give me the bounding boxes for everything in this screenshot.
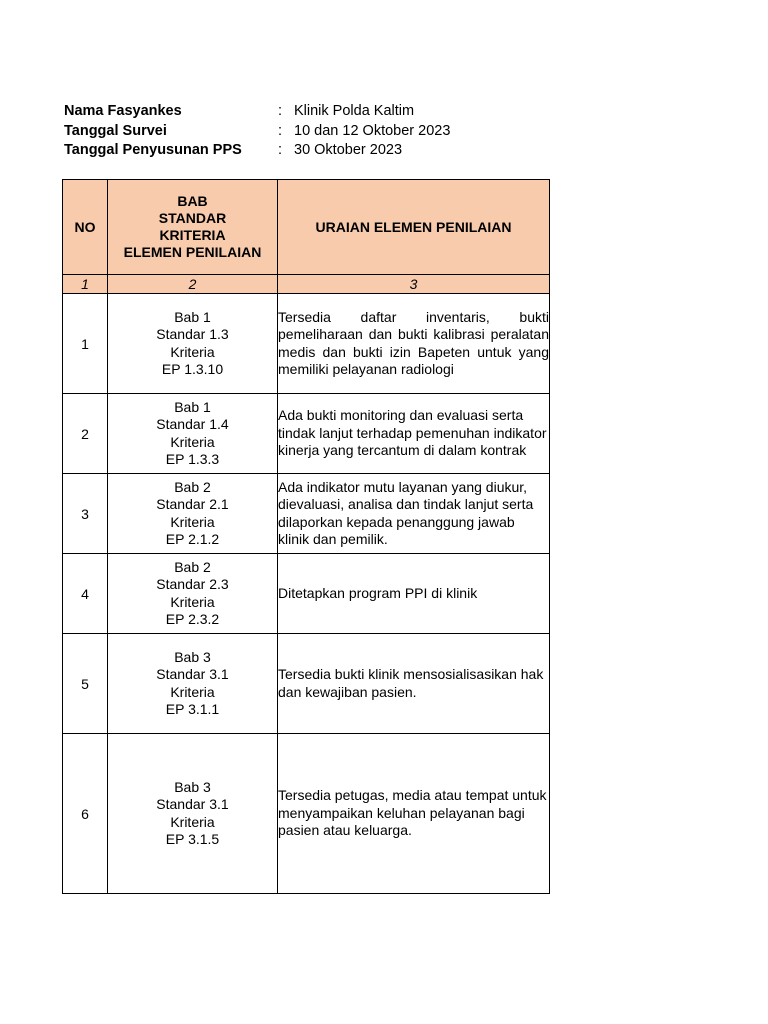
assessment-table [62,179,550,894]
pps-date-row [64,141,450,161]
row-bab-cell [108,294,278,394]
pps-date-value: 30 Oktober 2023 [294,142,403,158]
row-standar: Standar 1.3 [156,326,229,342]
table-header-row [63,180,550,275]
header-bab [108,180,278,275]
row-standar: Standar 2.3 [156,576,229,592]
survey-date-row [64,122,450,142]
row-standar: Standar 2.1 [156,496,229,512]
table-row [63,734,550,894]
row-description: Ditetapkan program PPI di klinik [278,554,550,634]
row-number: 2 [63,394,108,474]
row-bab-cell [108,474,278,554]
column-index-row [63,275,550,294]
row-bab: Bab 3 [174,778,211,795]
row-standar: Standar 3.1 [156,666,229,682]
facility-name-value: Klinik Polda Kaltim [294,103,415,119]
row-kriteria: Kriteria [170,433,215,450]
separator-colon: : [278,103,283,119]
row-bab: Bab 2 [174,558,211,575]
row-bab: Bab 1 [174,308,211,325]
separator-colon: : [278,142,283,158]
row-bab: Bab 1 [174,398,211,415]
table-row [63,474,550,554]
row-kriteria: Kriteria [170,513,215,530]
row-description: Tersedia bukti klinik mensosialisasikan hak dan kewajiban pasien. [278,634,550,734]
row-number: 5 [63,634,108,734]
row-ep: EP 3.1.1 [165,701,220,717]
row-description: Tersedia daftar inventaris, bukti pemeliharaan dan bukti kalibrasi peralatan medis dan bukti izin Bapeten untuk yang memiliki pelayanan radiologi [278,294,550,394]
table-row [63,294,550,394]
column-index: 1 [63,275,108,294]
row-bab-cell [108,394,278,474]
row-ep: EP 2.3.2 [165,611,220,627]
row-kriteria: Kriteria [170,593,215,610]
column-index: 2 [108,275,278,294]
survey-date-value: 10 dan 12 Oktober 2023 [294,122,451,139]
header-standar-line: STANDAR [158,210,227,226]
table-row [63,554,550,634]
column-index: 3 [278,275,550,294]
row-number: 6 [63,734,108,894]
row-description: Tersedia petugas, media atau tempat untuk menyampaikan keluhan pelayanan bagi pasien atau keluarga. [278,734,550,894]
row-kriteria: Kriteria [170,813,215,830]
row-standar: Standar 3.1 [156,796,229,812]
row-description: Ada bukti monitoring dan evaluasi serta tindak lanjut terhadap pemenuhan indikator kinerja yang tercantum di dalam kontrak [278,394,550,474]
row-ep: EP 3.1.5 [165,831,220,847]
document-header [64,102,450,161]
header-no: NO [63,180,108,275]
row-number: 1 [63,294,108,394]
row-kriteria: Kriteria [170,683,215,700]
row-kriteria: Kriteria [170,343,215,360]
row-bab: Bab 2 [174,478,211,495]
header-bab-line: BAB [177,193,208,209]
row-ep: EP 1.3.3 [165,451,220,467]
facility-name-row [64,102,450,122]
facility-name-label: Nama Fasyankes [64,103,182,119]
header-desc: URAIAN ELEMEN PENILAIAN [278,180,550,275]
separator-colon: : [278,122,283,139]
row-ep: EP 1.3.10 [161,361,224,377]
row-ep: EP 2.1.2 [165,531,220,547]
survey-date-label: Tanggal Survei [64,122,167,139]
header-kriteria-line: KRITERIA [159,227,226,243]
pps-date-label: Tanggal Penyusunan PPS [64,142,242,158]
row-bab-cell [108,634,278,734]
row-standar: Standar 1.4 [156,416,229,432]
row-bab-cell [108,734,278,894]
row-bab: Bab 3 [174,648,211,665]
header-elemen-line: ELEMEN PENILAIAN [123,244,262,260]
row-number: 4 [63,554,108,634]
row-description: Ada indikator mutu layanan yang diukur, dievaluasi, analisa dan tindak lanjut serta dilaporkan kepada penanggung jawab klinik dan pemilik. [278,474,550,554]
table-row [63,394,550,474]
table-row [63,634,550,734]
row-bab-cell [108,554,278,634]
row-number: 3 [63,474,108,554]
